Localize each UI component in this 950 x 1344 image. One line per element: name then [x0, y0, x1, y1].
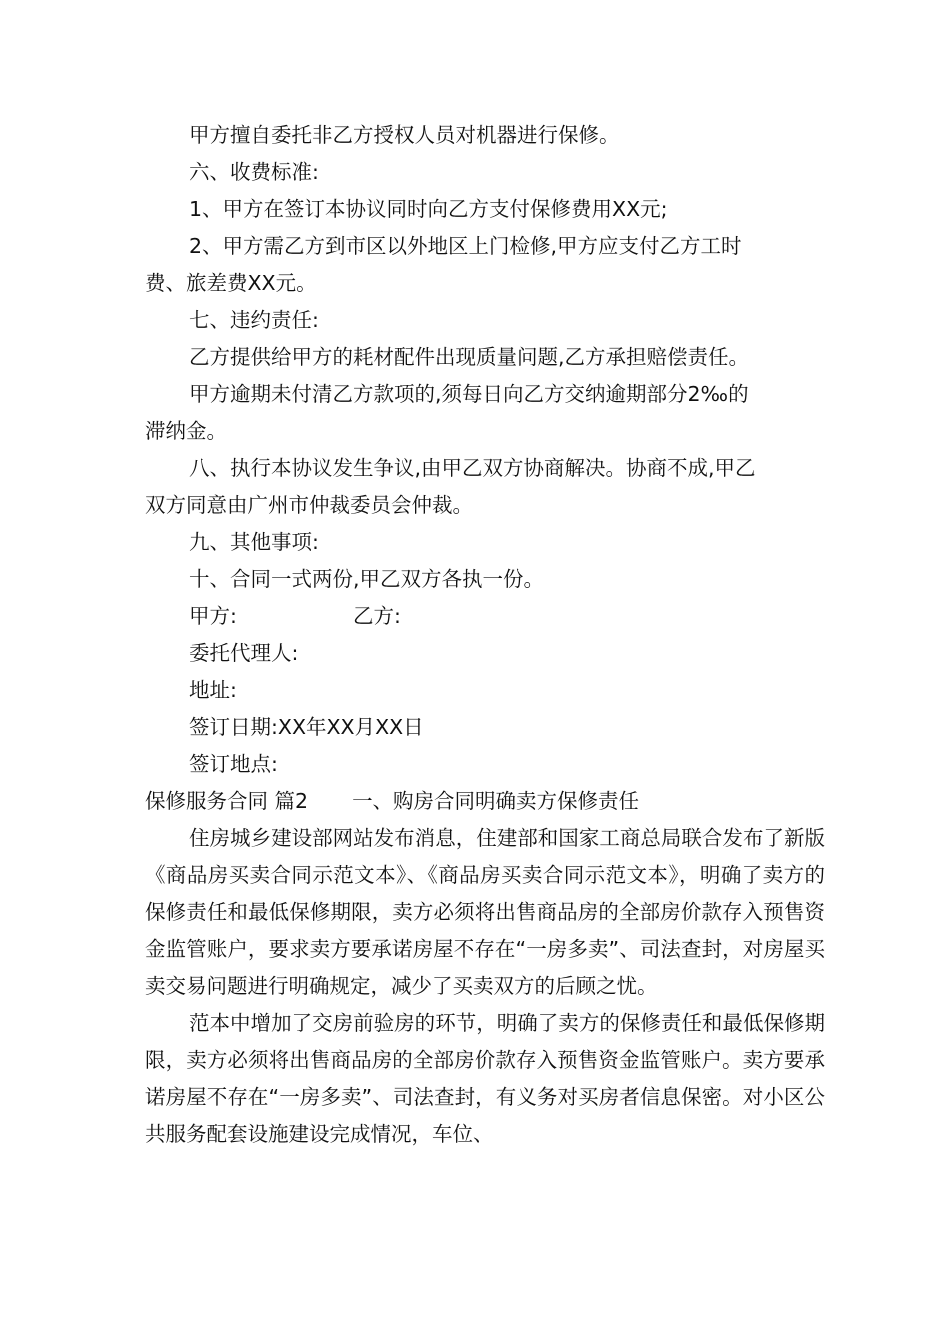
address-label: 地址:	[189, 678, 237, 702]
text-line: 八、执行本协议发生争议,由甲乙双方协商解决。协商不成,甲乙	[189, 456, 756, 480]
text-line: 1、甲方在签订本协议同时向乙方支付保修费用XX元;	[189, 197, 668, 221]
agent-label: 委托代理人:	[189, 641, 299, 665]
sign-date: 签订日期:XX年XX月XX日	[189, 715, 424, 739]
party-b-label: 乙方:	[353, 604, 401, 628]
paragraph: 住房城乡建设部网站发布消息，住建部和国家工商总局联合发布了新版《商品房买卖合同示范文本》、《商品房买卖合同示范文本》，明确了卖方的保修责任和最低保修期限，卖方必须将出售商品房的全部房价款存入预售资金监管账户，要求卖方要承诺房屋不存在“一房多卖”、司法查封，对房屋买卖交易问题进行明确规定，减少了买卖双方的后顾之忧。	[145, 826, 825, 998]
signature-row	[145, 598, 825, 635]
section2-title: 保修服务合同 篇2	[145, 789, 309, 813]
text-line: 2、甲方需乙方到市区以外地区上门检修,甲方应支付乙方工时	[189, 234, 742, 258]
text-line: 滞纳金。	[145, 419, 227, 443]
section2-header	[145, 783, 825, 820]
section-heading: 九、其他事项:	[189, 530, 319, 554]
sign-place: 签订地点:	[189, 752, 278, 776]
text-line: 双方同意由广州市仲裁委员会仲裁。	[145, 493, 473, 517]
document-body	[145, 117, 825, 1153]
section-heading: 六、收费标准:	[189, 160, 319, 184]
party-a-label: 甲方:	[189, 604, 237, 628]
text-line: 甲方逾期未付清乙方款项的,须每日向乙方交纳逾期部分2‰的	[189, 382, 749, 406]
section2-heading: 一、购房合同明确卖方保修责任	[352, 789, 640, 813]
text-line: 乙方提供给甲方的耗材配件出现质量问题,乙方承担赔偿责任。	[189, 345, 750, 369]
text-line: 费、旅差费XX元。	[145, 271, 317, 295]
section-heading: 七、违约责任:	[189, 308, 319, 332]
paragraph: 范本中增加了交房前验房的环节，明确了卖方的保修责任和最低保修期限，卖方必须将出售商品房的全部房价款存入预售资金监管账户。卖方要承诺房屋不存在“一房多卖”、司法查封，有义务对买房者信息保密。对小区公共服务配套设施建设完成情况，车位、	[145, 1011, 825, 1146]
text-line: 十、合同一式两份,甲乙双方各执一份。	[189, 567, 545, 591]
text-line: 甲方擅自委托非乙方授权人员对机器进行保修。	[189, 123, 620, 147]
